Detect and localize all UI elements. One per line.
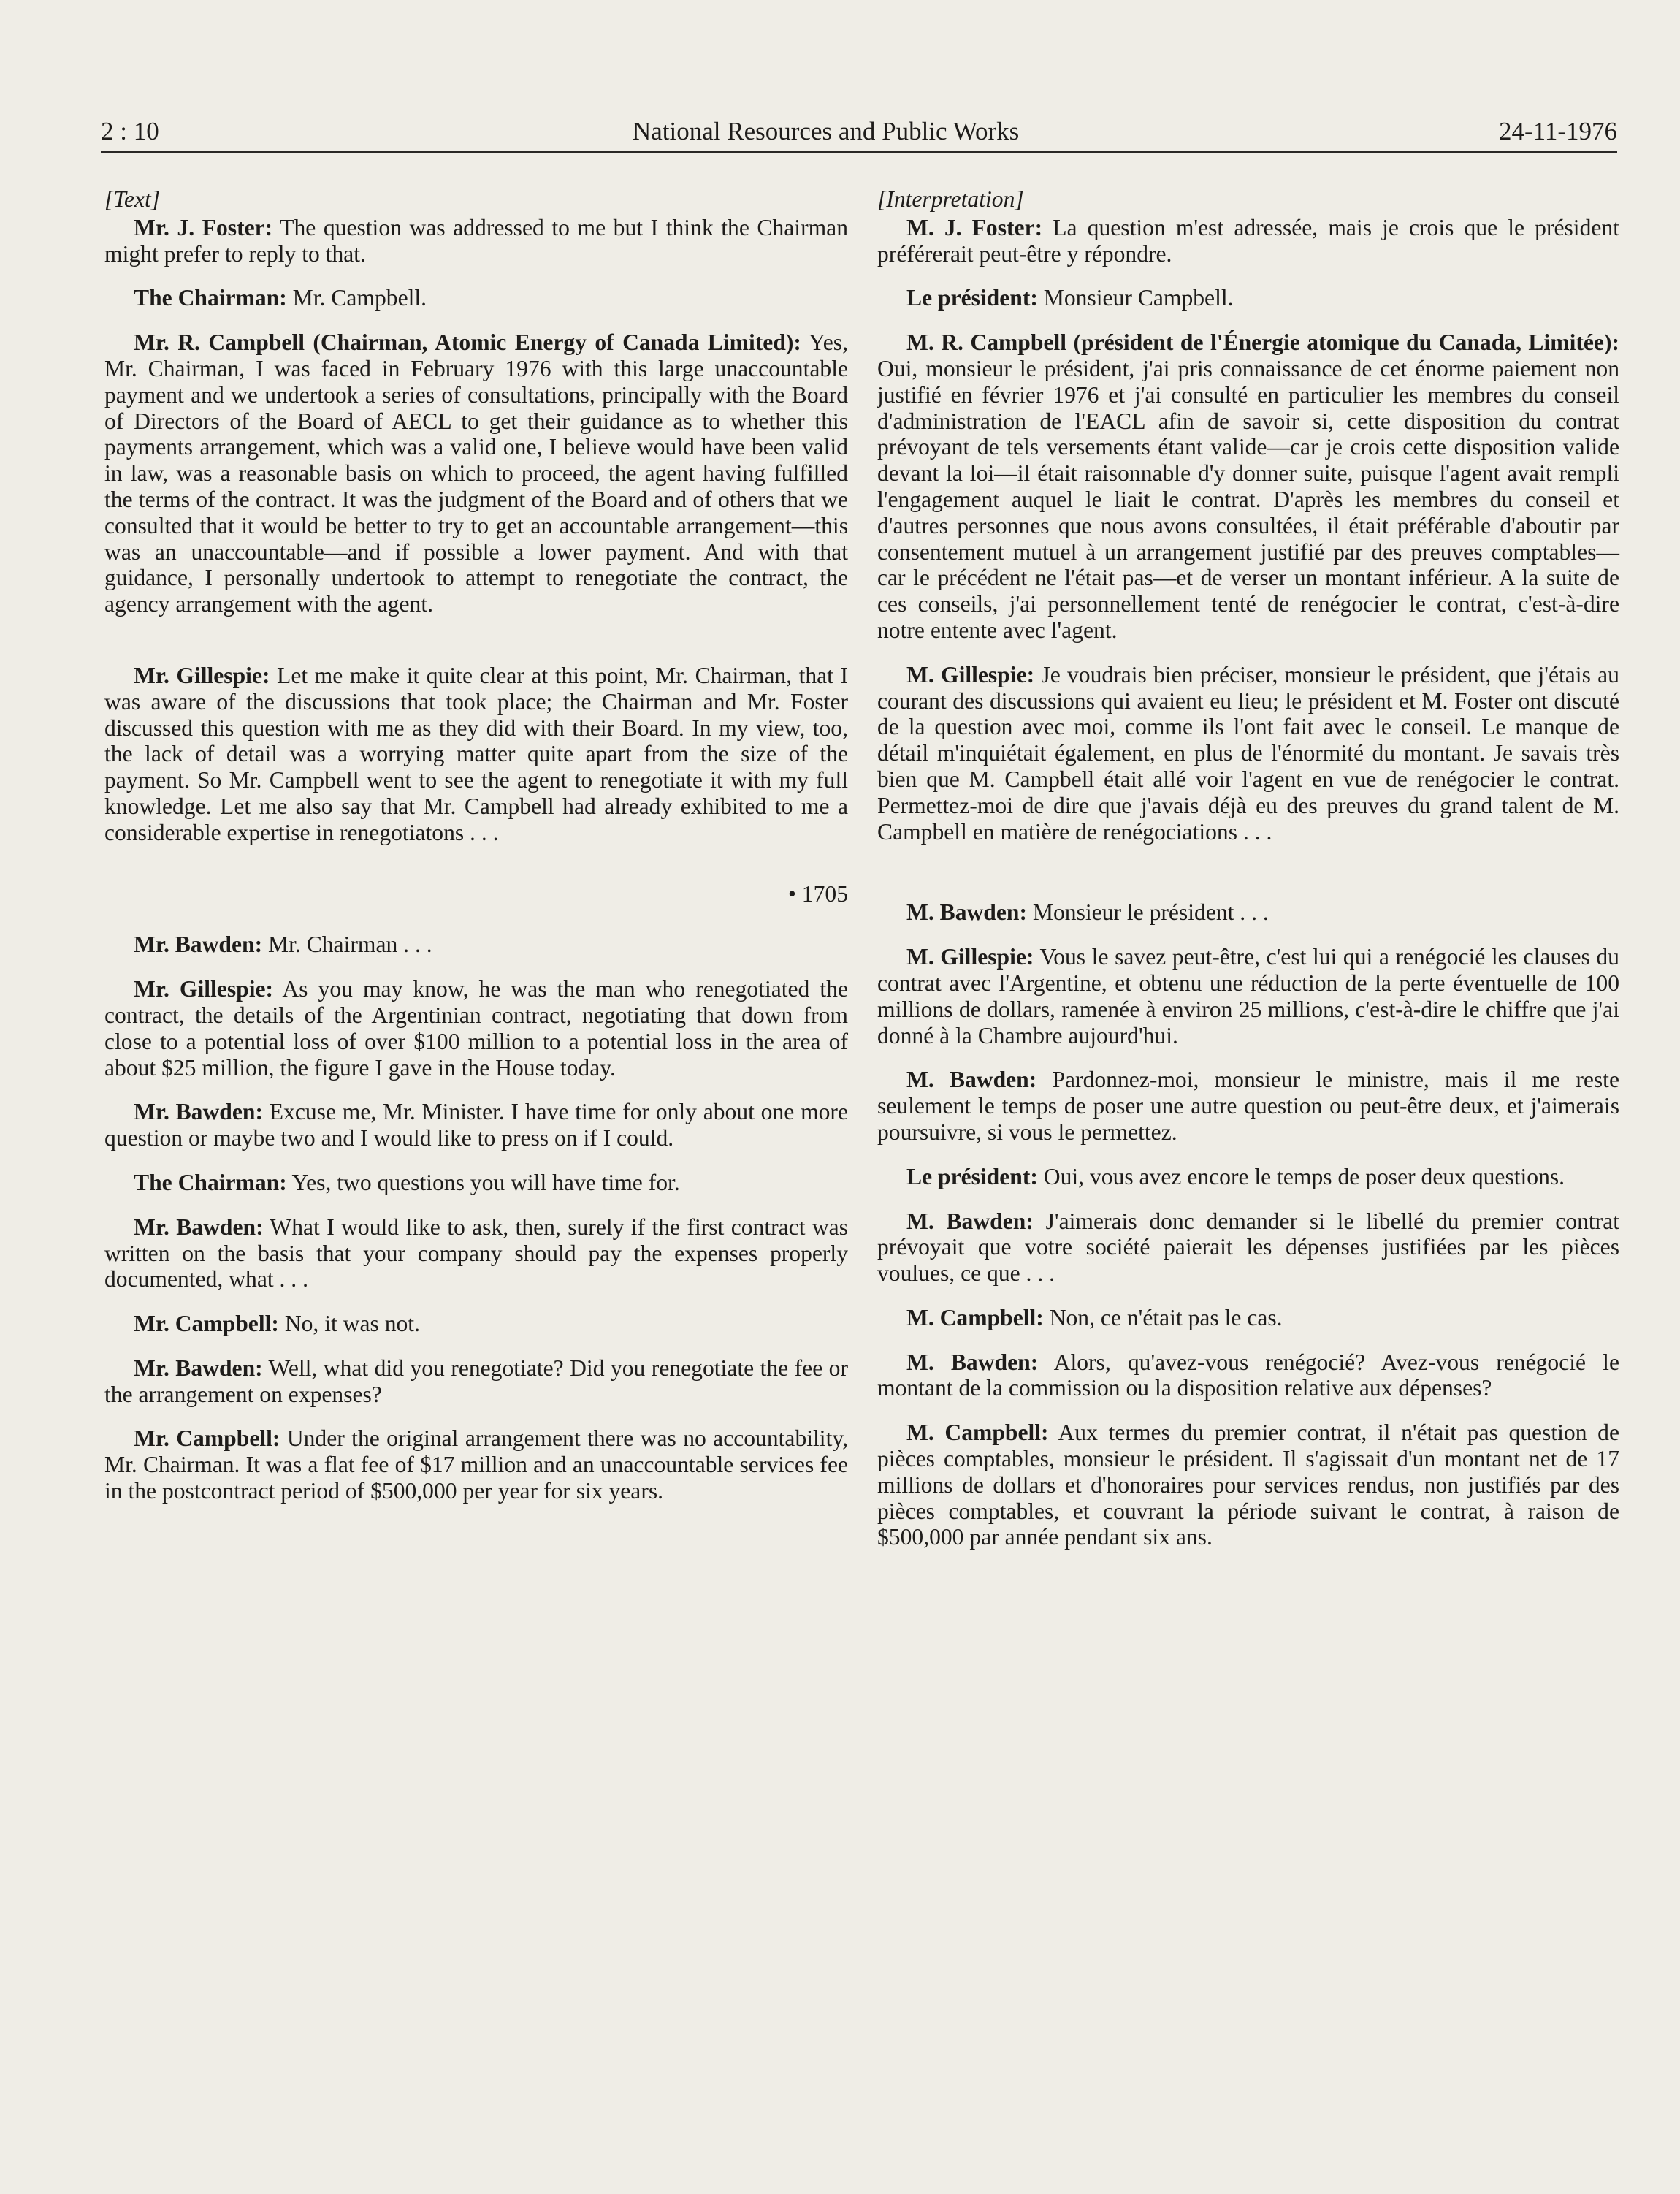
speaker-name: Mr. R. Campbell (Chairman, Atomic Energy of Canada Limited): xyxy=(134,330,801,356)
speech-paragraph xyxy=(877,944,1619,1048)
speech-text: Monsieur Campbell. xyxy=(1037,285,1234,311)
speech-paragraph xyxy=(104,976,848,1081)
page-date: 24-11-1976 xyxy=(1498,117,1617,145)
speech-text: Monsieur le président . . . xyxy=(1027,899,1269,926)
speaker-name: M. Bawden: xyxy=(906,899,1027,926)
speaker-name: M. Bawden: xyxy=(906,1208,1034,1234)
speaker-name: Mr. Bawden: xyxy=(134,1214,264,1240)
speaker-name: Mr. Campbell: xyxy=(134,1425,280,1452)
speech-text: Yes, two questions you will have time for. xyxy=(286,1169,680,1195)
speech-text: Let me make it quite clear at this point, Mr. Chairman, that I was aware of the discussions that took place; the Chairman and Mr. Foster discussed this question with me as they did with their Board. In my view, too, the lack of detail was a worrying matter quite apart from the size of the payment. So Mr. Campbell went to see the agent to renegotiate it with my full knowledge. Let me also say that Mr. Campbell had already exhibited to me a considerable expertise in renegotiatons . . . xyxy=(104,662,848,845)
french-paragraphs-part1 xyxy=(877,215,1619,845)
speech-paragraph xyxy=(104,285,848,311)
speech-paragraph xyxy=(877,899,1619,926)
page-header xyxy=(101,115,1617,153)
speech-paragraph xyxy=(877,1305,1619,1331)
speech-text: Pardonnez-moi, monsieur le ministre, mais il me reste seulement le temps de poser une autre question ou peut-être deux, et j'aimerais poursuivre, si vous le permettez. xyxy=(877,1067,1619,1145)
speech-text: Oui, monsieur le président, j'ai pris connaissance de cet énorme paiement non justifié en février 1976 et j'ai consulté en particulier les membres du conseil d'administration de l'EACL afin de savoir si, cette disposition du contrat prévoyant de tels versements étant valide—car je crois cette disposition valide devant la loi—il était raisonnable d'y donner suite, puisque l'agent avait rempli l'engagement auquel le liait le contrat. D'après les membres du conseil et d'autres personnes que nous avons consultées, il était préférable d'aboutir par consentement mutuel à un arrangement justifié par des preuves comptables—car le précédent ne l'était pas—et de verser un montant inférieur. A la suite de ces conseils, j'ai personnellement tenté de renégocier le contrat, c'est-à-dire notre entente avec l'agent. xyxy=(877,355,1619,643)
column-gap xyxy=(877,863,1619,899)
page-number: 2 : 10 xyxy=(101,117,159,145)
speech-text: No, it was not. xyxy=(278,1311,420,1337)
speech-paragraph xyxy=(104,1170,848,1196)
speech-text: Mr. Campbell. xyxy=(286,285,427,311)
publication-title: National Resources and Public Works xyxy=(633,117,1020,145)
speaker-name: Mr. Bawden: xyxy=(134,932,263,958)
speech-text: La question m'est adressée, mais je crois que le président préférerait peut-être y répondre. xyxy=(877,214,1619,267)
speech-text: Excuse me, Mr. Minister. I have time for only about one more question or maybe two and I would like to press on if I could. xyxy=(104,1099,848,1151)
speech-text: Yes, Mr. Chairman, I was faced in February 1976 with this large unaccountable payment and we undertook a series of consultations, principally with the Board of Directors of the Board of AECL to get their guidance as to whether this payments arrangement, which was a valid one, I believe would have been valid in law, was a reasonable basis on which to proceed, the agent having fulfilled the terms of the contract. It was the judgment of the Board and of others that we consulted that it would be better to try to get an accountable arrangement—this was an unaccountable—and if possible a lower payment. And with that guidance, I personally undertook to attempt to renegotiate the contract, the agency arrangement with the agent. xyxy=(104,330,848,617)
speech-text: Je voudrais bien préciser, monsieur le président, que j'étais au courant des discussions qui avaient eu lieu; le président et M. Foster ont discuté de la question avec moi, comme ils l'ont fait avec le conseil. Le manque de détail m'inquiétait également, en plus de l'énormité du montant. Je savais très bien que M. Campbell était allé voir l'agent en vue de renégocier le contrat. Permettez-moi de dire que j'avais déjà eu des preuves du grand talent de M. Campbell en matière de renégociations . . . xyxy=(877,661,1619,845)
speech-paragraph xyxy=(877,330,1619,644)
speech-paragraph xyxy=(104,215,848,267)
speech-paragraph xyxy=(104,1425,848,1504)
speech-paragraph xyxy=(877,662,1619,845)
speaker-name: Mr. Gillespie: xyxy=(134,662,270,688)
french-column xyxy=(877,186,1619,1569)
speaker-name: M. Gillespie: xyxy=(906,944,1034,970)
speaker-name: M. Bawden: xyxy=(906,1349,1039,1375)
english-paragraphs-part2 xyxy=(104,932,848,1504)
speech-paragraph xyxy=(877,1349,1619,1402)
speaker-name: M. Campbell: xyxy=(906,1420,1049,1446)
time-marker: • 1705 xyxy=(787,880,848,907)
speech-paragraph xyxy=(104,1214,848,1292)
french-paragraphs-part2 xyxy=(877,899,1619,1550)
speech-text: Oui, vous avez encore le temps de poser deux questions. xyxy=(1037,1163,1565,1189)
speaker-name: Mr. Campbell: xyxy=(134,1311,279,1337)
speech-text: What I would like to ask, then, surely if the first contract was written on the basis that your company should pay the expenses properly documented, what . . . xyxy=(104,1214,848,1292)
english-column xyxy=(104,186,848,1523)
speech-paragraph xyxy=(104,932,848,958)
speaker-name: Le président: xyxy=(906,1163,1038,1189)
speech-paragraph xyxy=(104,1355,848,1408)
speech-text: As you may know, he was the man who renegotiated the contract, the details of the Argentinian contract, negotiating that down from close to a potential loss of over $100 million to a potential loss in the area of about $25 million, the figure I gave in the House today. xyxy=(104,976,848,1081)
speech-text: Vous le savez peut-être, c'est lui qui a renégocié les clauses du contrat avec l'Argentine, et obtenu une réduction de la perte éventuelle de 100 millions de dollars, ramenée à environ 25 millions, c'est-à-dire le chiffre que j'ai donné à la Chambre aujourd'hui. xyxy=(877,944,1619,1048)
speaker-name: M. Bawden: xyxy=(906,1067,1037,1093)
speaker-name: M. Campbell: xyxy=(906,1304,1044,1330)
speaker-name: Mr. Gillespie: xyxy=(134,976,274,1002)
english-paragraphs-part1 xyxy=(104,215,848,846)
speaker-name: Mr. Bawden: xyxy=(134,1355,263,1381)
speech-text: J'aimerais donc demander si le libellé du premier contrat prévoyait que votre société paierait les dépenses justifiées par les pièces voulues, ce que . . . xyxy=(877,1208,1619,1287)
speech-text: Aux termes du premier contrat, il n'était pas question de pièces comptables, monsieur le président. Il s'agissait d'un montant net de 17 millions de dollars et d'honoraires pour services rendus, non justifiés par des pièces comptables, et couvrant la période suivant le contrat, à raison de $500,000 par année pendant six ans. xyxy=(877,1420,1619,1550)
speech-paragraph xyxy=(104,330,848,617)
speech-paragraph xyxy=(104,663,848,846)
speech-text: Well, what did you renegotiate? Did you renegotiate the fee or the arrangement on expenses? xyxy=(104,1355,848,1407)
speech-paragraph xyxy=(104,1311,848,1337)
speaker-name: M. J. Foster: xyxy=(906,214,1043,240)
speech-paragraph xyxy=(104,1099,848,1151)
speaker-name: The Chairman: xyxy=(134,285,287,311)
speaker-name: M. R. Campbell (président de l'Énergie atomique du Canada, Limitée): xyxy=(906,330,1619,356)
speech-paragraph xyxy=(877,1420,1619,1550)
speech-paragraph xyxy=(877,1208,1619,1287)
speech-text: Non, ce n'était pas le cas. xyxy=(1043,1304,1283,1330)
speech-paragraph xyxy=(877,215,1619,267)
speaker-name: Mr. J. Foster: xyxy=(134,214,273,240)
section-label-interpretation: [Interpretation] xyxy=(877,186,1024,212)
speech-text: Alors, qu'avez-vous renégocié? Avez-vous renégocié le montant de la commission ou la disposition relative aux dépenses? xyxy=(877,1349,1619,1401)
speaker-name: Le président: xyxy=(906,285,1038,311)
speech-paragraph xyxy=(877,285,1619,311)
speech-paragraph xyxy=(877,1067,1619,1145)
speech-text: Under the original arrangement there was no accountability, Mr. Chairman. It was a flat fee of $17 million and an unaccountable services fee in the postcontract period of $500,000 per year for six years. xyxy=(104,1425,848,1504)
speaker-name: M. Gillespie: xyxy=(906,661,1035,687)
speaker-name: The Chairman: xyxy=(134,1169,287,1195)
speech-text: Mr. Chairman . . . xyxy=(262,932,432,958)
speaker-name: Mr. Bawden: xyxy=(134,1099,263,1125)
speech-text: The question was addressed to me but I think the Chairman might prefer to reply to that. xyxy=(104,214,849,267)
speech-paragraph xyxy=(877,1164,1619,1190)
section-label-text: [Text] xyxy=(104,186,161,212)
